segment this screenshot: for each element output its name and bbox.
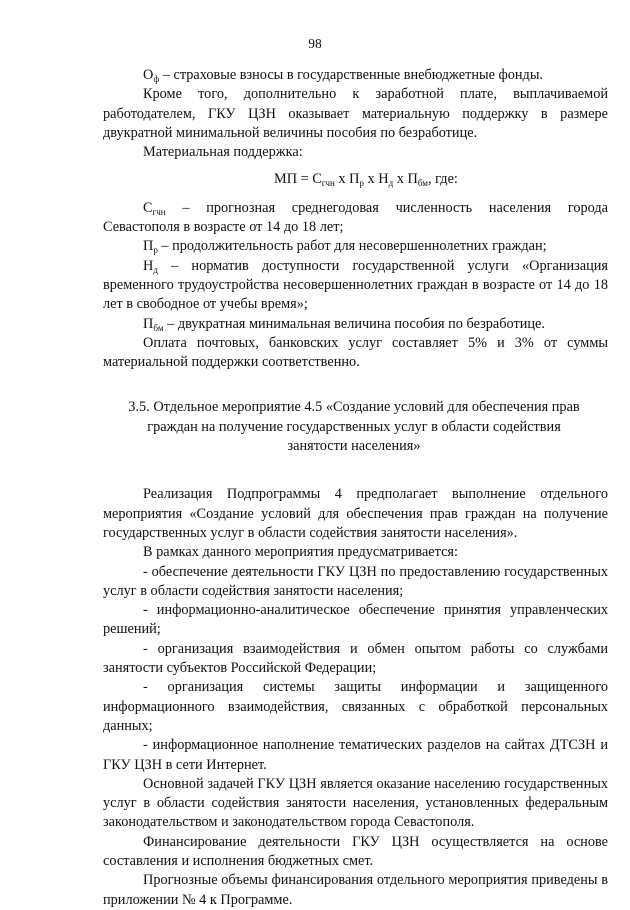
- section-heading: 3.5. Отдельное мероприятие 4.5 «Создание условий для обеспечения прав граждан на получение государственных услуг в области содействия занятости населения»: [128, 399, 580, 455]
- list-item: - информационное наполнение тематических разделов на сайтах ДТСЗН и ГКУ ЦЗН в сети Интернет.: [103, 737, 608, 773]
- definition-pbm: $П_{бм}$ – двукратная минимальная величина пособия по безработице.: [143, 315, 545, 333]
- paragraph-material-support: Кроме того, дополнительно к заработной плате, выплачиваемой работодателем, ГКУ ЦЗН оказывает материальную поддержку в размере двукратной минимальной величины пособия по безработице.: [103, 86, 608, 141]
- paragraph-forecast: Прогнозные объемы финансирования отдельного мероприятия приведены в приложении № 4 к Программе.: [103, 872, 608, 908]
- list-item: - информационно-аналитическое обеспечение принятия управленческих решений;: [103, 602, 608, 638]
- page-number: 98: [308, 36, 322, 51]
- paragraph-fees: Оплата почтовых, банковских услуг составляет 5% и 3% от суммы материальной поддержки соответственно.: [103, 334, 608, 371]
- formula-intro: Материальная поддержка:: [143, 144, 303, 161]
- definition-of: $О_ф$ – страховые взносы в государственные внебюджетные фонды.: [143, 67, 544, 84]
- paragraph-main-task: Основной задачей ГКУ ЦЗН является оказание населению государственных услуг в области содействия занятости населения, установленных федеральным законодательством и законодательством города Севастополя.: [103, 775, 608, 831]
- page-body: [103, 66, 608, 910]
- formula: МП = $С_{гчн}$ х $П_р$ х $Н_д$ х $П_{бм}$, где:: [274, 171, 458, 189]
- definition-cgchn: $С_{гчн}$ – прогнозная среднегодовая численность населения города Севастополя в возрасте от 14 до 18 лет;: [103, 199, 608, 236]
- paragraph-financing: Финансирование деятельности ГКУ ЦЗН осуществляется на основе составления и исполнения бюджетных смет.: [103, 833, 608, 869]
- list-item: - организация системы защиты информации и защищенного информационного взаимодействия, связанных с обработкой персональных данных;: [103, 679, 608, 734]
- definition-nd: $Н_д$ – норматив доступности государственной услуги «Организация временного трудоустройства несовершеннолетних граждан в возрасте от 14 до 18 лет в свободное от учебы время»;: [103, 257, 608, 313]
- list-item: - организация взаимодействия и обмен опытом работы со службами занятости субъектов Российской Федерации;: [103, 640, 608, 677]
- paragraph-provisions-intro: В рамках данного мероприятия предусматривается:: [143, 544, 458, 561]
- definition-pr: $П_р$ – продолжительность работ для несовершеннолетних граждан;: [143, 238, 547, 256]
- paragraph-implementation: Реализация Подпрограммы 4 предполагает выполнение отдельного мероприятия «Создание условий для обеспечения прав граждан на получение государственных услуг в области содействия занятости населения».: [103, 486, 608, 541]
- list-item: - обеспечение деятельности ГКУ ЦЗН по предоставлению государственных услуг в области содействия занятости населения;: [103, 563, 608, 599]
